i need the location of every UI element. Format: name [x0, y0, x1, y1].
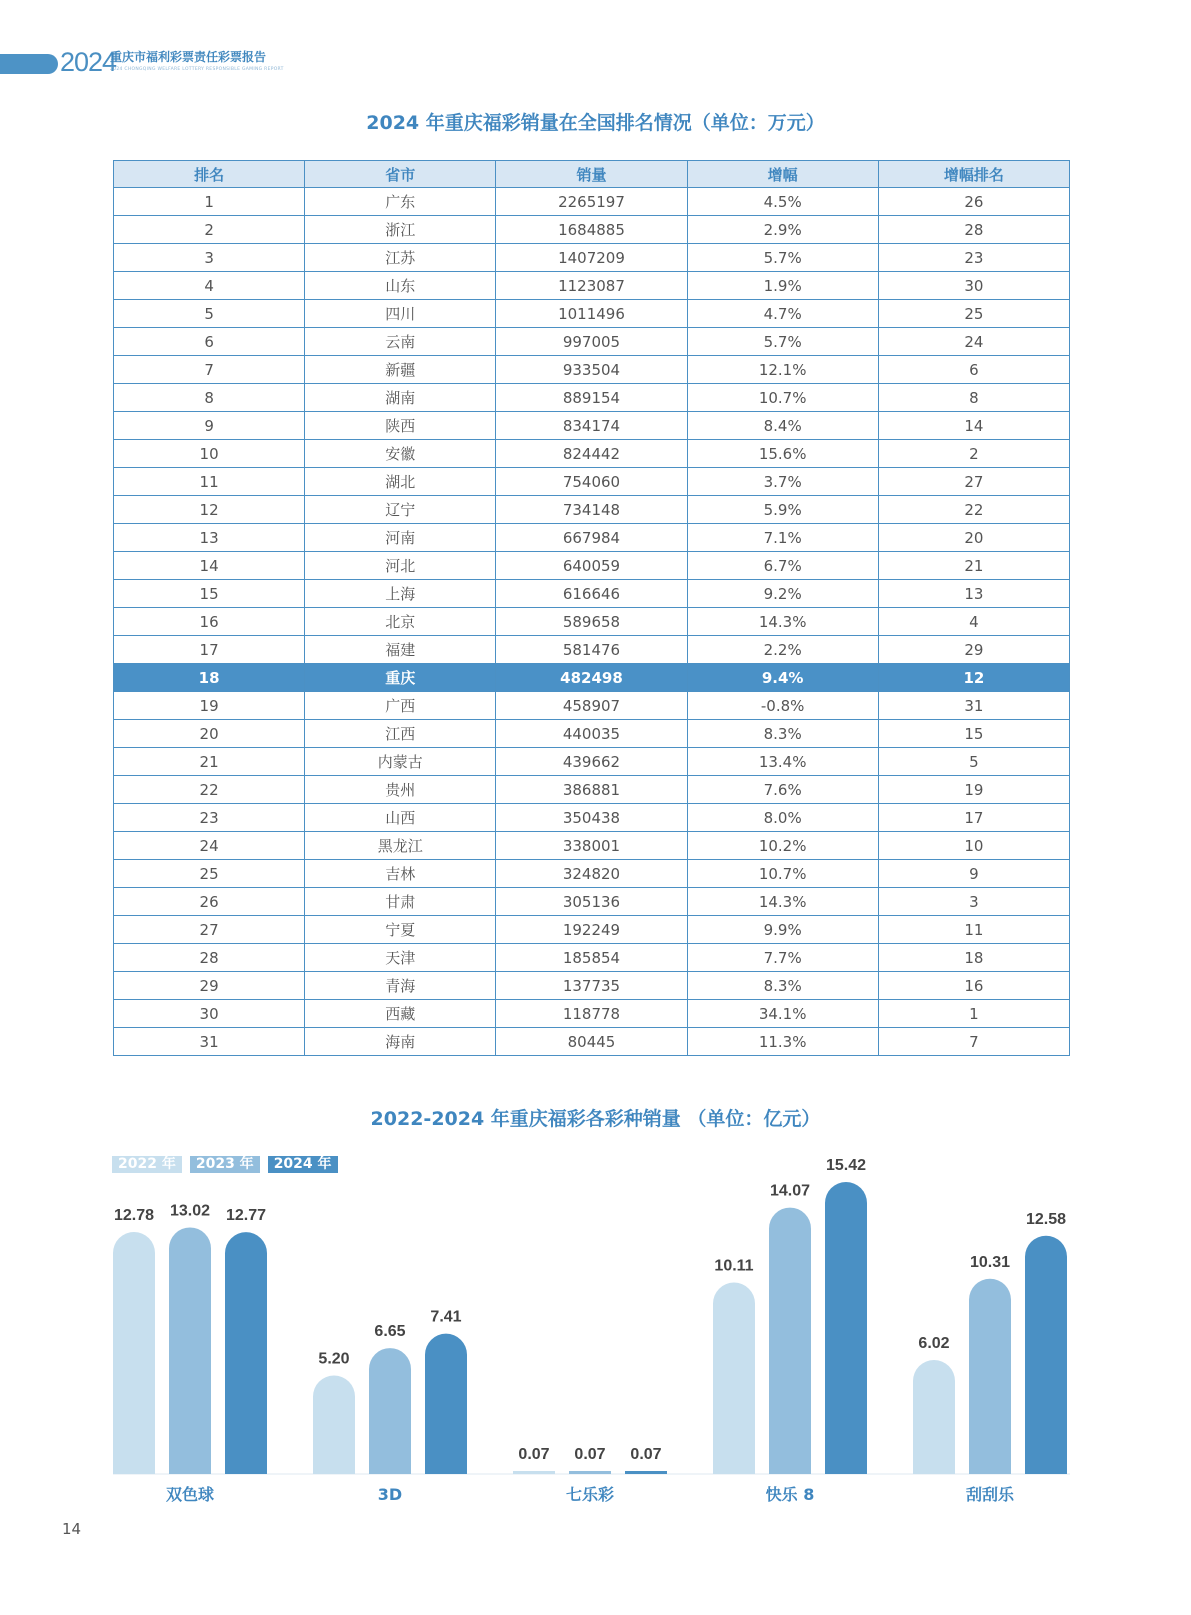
sales-cell: 80445	[496, 1028, 687, 1056]
header-cell-rank: 排名	[114, 161, 305, 188]
growth-cell: 5.7%	[687, 328, 878, 356]
rank-cell: 28	[114, 944, 305, 972]
growth-cell: 8.0%	[687, 804, 878, 832]
table-body	[114, 188, 1070, 1056]
rank-cell: 19	[114, 692, 305, 720]
bar-0-2	[225, 1232, 267, 1474]
chart-title: 2022-2024 年重庆福彩各彩种销量 （单位：亿元）	[370, 1108, 821, 1130]
growth-cell: 7.6%	[687, 776, 878, 804]
table-row	[114, 244, 1070, 272]
sales-bar-chart	[0, 1140, 1191, 1510]
province-cell: 河北	[305, 552, 496, 580]
table-row	[114, 496, 1070, 524]
data-label: 6.02	[918, 1335, 950, 1353]
data-label: 13.02	[169, 1202, 211, 1220]
province-cell: 上海	[305, 580, 496, 608]
sales-cell: 118778	[496, 1000, 687, 1028]
legend-2023: 2023 年	[190, 1156, 260, 1173]
growth-rank-cell: 31	[878, 692, 1069, 720]
table-row	[114, 524, 1070, 552]
growth-cell: 8.4%	[687, 412, 878, 440]
table-row	[114, 776, 1070, 804]
growth-cell: 10.7%	[687, 384, 878, 412]
table-row	[114, 916, 1070, 944]
province-cell: 四川	[305, 300, 496, 328]
growth-rank-cell: 26	[878, 188, 1069, 216]
sales-cell: 834174	[496, 412, 687, 440]
growth-rank-cell: 27	[878, 468, 1069, 496]
growth-rank-cell: 17	[878, 804, 1069, 832]
growth-rank-cell: 16	[878, 972, 1069, 1000]
growth-rank-cell: 22	[878, 496, 1069, 524]
table-row	[114, 804, 1070, 832]
sales-cell: 338001	[496, 832, 687, 860]
chart-legend	[112, 1156, 338, 1173]
header-cell-growth-rank: 增幅排名	[878, 161, 1069, 188]
table-row	[114, 860, 1070, 888]
bar-4-2	[1025, 1236, 1067, 1474]
bar-1-2	[425, 1334, 467, 1474]
table-row	[114, 356, 1070, 384]
table-row	[114, 1000, 1070, 1028]
province-cell: 西藏	[305, 1000, 496, 1028]
growth-cell: 8.3%	[687, 720, 878, 748]
growth-rank-cell: 1	[878, 1000, 1069, 1028]
table-row	[114, 972, 1070, 1000]
header-cell-sales: 销量	[496, 161, 687, 188]
sales-cell: 185854	[496, 944, 687, 972]
growth-rank-cell: 18	[878, 944, 1069, 972]
sales-cell: 1011496	[496, 300, 687, 328]
table-row	[114, 384, 1070, 412]
growth-rank-cell: 3	[878, 888, 1069, 916]
growth-cell: 14.3%	[687, 888, 878, 916]
growth-rank-cell: 12	[878, 664, 1069, 692]
data-label: 15.42	[825, 1157, 867, 1174]
province-cell: 吉林	[305, 860, 496, 888]
growth-cell: 9.9%	[687, 916, 878, 944]
table-row	[114, 468, 1070, 496]
rank-cell: 29	[114, 972, 305, 1000]
growth-rank-cell: 23	[878, 244, 1069, 272]
data-label: 10.11	[714, 1257, 754, 1275]
table-row	[114, 636, 1070, 664]
header-cell-growth: 增幅	[687, 161, 878, 188]
table-row	[114, 720, 1070, 748]
province-cell: 河南	[305, 524, 496, 552]
table-row	[114, 440, 1070, 468]
growth-rank-cell: 19	[878, 776, 1069, 804]
rank-cell: 14	[114, 552, 305, 580]
rank-cell: 15	[114, 580, 305, 608]
growth-rank-cell: 20	[878, 524, 1069, 552]
data-label: 5.20	[318, 1350, 350, 1368]
data-label: 0.07	[630, 1446, 662, 1463]
rank-cell: 10	[114, 440, 305, 468]
table-title: 2024 年重庆福彩销量在全国排名情况（单位：万元）	[366, 112, 825, 134]
table-row	[114, 664, 1070, 692]
table-row	[114, 580, 1070, 608]
growth-rank-cell: 9	[878, 860, 1069, 888]
rank-cell: 31	[114, 1028, 305, 1056]
table-header-row	[114, 161, 1070, 188]
growth-cell: 6.7%	[687, 552, 878, 580]
growth-cell: 13.4%	[687, 748, 878, 776]
province-cell: 湖南	[305, 384, 496, 412]
province-cell: 天津	[305, 944, 496, 972]
province-cell: 黑龙江	[305, 832, 496, 860]
sales-cell: 824442	[496, 440, 687, 468]
sales-cell: 1123087	[496, 272, 687, 300]
sales-cell: 1407209	[496, 244, 687, 272]
growth-cell: 8.3%	[687, 972, 878, 1000]
sales-cell: 305136	[496, 888, 687, 916]
sales-cell: 997005	[496, 328, 687, 356]
table-row	[114, 692, 1070, 720]
growth-cell: 9.4%	[687, 664, 878, 692]
sales-cell: 889154	[496, 384, 687, 412]
growth-rank-cell: 21	[878, 552, 1069, 580]
growth-rank-cell: 29	[878, 636, 1069, 664]
growth-cell: 3.7%	[687, 468, 878, 496]
rank-cell: 1	[114, 188, 305, 216]
table-row	[114, 272, 1070, 300]
growth-cell: 4.5%	[687, 188, 878, 216]
growth-rank-cell: 28	[878, 216, 1069, 244]
data-label: 0.07	[574, 1446, 606, 1463]
province-cell: 江苏	[305, 244, 496, 272]
growth-cell: 2.9%	[687, 216, 878, 244]
bar-3-1	[769, 1208, 811, 1474]
rank-cell: 7	[114, 356, 305, 384]
sales-cell: 458907	[496, 692, 687, 720]
header-cell-province: 省市	[305, 161, 496, 188]
legend-2024: 2024 年	[268, 1156, 338, 1173]
growth-rank-cell: 25	[878, 300, 1069, 328]
table-row	[114, 552, 1070, 580]
rank-cell: 16	[114, 608, 305, 636]
data-label: 10.31	[969, 1253, 1011, 1271]
table-row	[114, 1028, 1070, 1056]
bar-3-2	[825, 1182, 867, 1474]
growth-cell: 7.7%	[687, 944, 878, 972]
bar-4-0	[913, 1360, 955, 1474]
table-row	[114, 328, 1070, 356]
rank-cell: 13	[114, 524, 305, 552]
data-label: 14.07	[769, 1182, 811, 1200]
province-cell: 内蒙古	[305, 748, 496, 776]
rank-cell: 8	[114, 384, 305, 412]
rank-cell: 6	[114, 328, 305, 356]
province-cell: 甘肃	[305, 888, 496, 916]
province-cell: 北京	[305, 608, 496, 636]
province-cell: 浙江	[305, 216, 496, 244]
sales-cell: 933504	[496, 356, 687, 384]
sales-cell: 350438	[496, 804, 687, 832]
growth-rank-cell: 2	[878, 440, 1069, 468]
growth-rank-cell: 13	[878, 580, 1069, 608]
sales-cell: 192249	[496, 916, 687, 944]
growth-cell: 10.7%	[687, 860, 878, 888]
rank-cell: 4	[114, 272, 305, 300]
table-row	[114, 832, 1070, 860]
category-label: 快乐 8	[765, 1485, 815, 1504]
growth-rank-cell: 24	[878, 328, 1069, 356]
rank-cell: 18	[114, 664, 305, 692]
province-cell: 海南	[305, 1028, 496, 1056]
growth-cell: -0.8%	[687, 692, 878, 720]
growth-cell: 1.9%	[687, 272, 878, 300]
sales-cell: 2265197	[496, 188, 687, 216]
province-cell: 江西	[305, 720, 496, 748]
category-label: 七乐彩	[565, 1485, 615, 1504]
header-accent-bar	[0, 54, 58, 74]
growth-rank-cell: 10	[878, 832, 1069, 860]
rank-cell: 3	[114, 244, 305, 272]
rank-cell: 24	[114, 832, 305, 860]
sales-cell: 386881	[496, 776, 687, 804]
growth-rank-cell: 7	[878, 1028, 1069, 1056]
category-label: 3D	[377, 1485, 403, 1504]
table-row	[114, 412, 1070, 440]
legend-2022: 2022 年	[112, 1156, 182, 1173]
province-cell: 陕西	[305, 412, 496, 440]
rank-cell: 27	[114, 916, 305, 944]
province-cell: 新疆	[305, 356, 496, 384]
sales-cell: 482498	[496, 664, 687, 692]
sales-cell: 589658	[496, 608, 687, 636]
growth-cell: 7.1%	[687, 524, 878, 552]
sales-cell: 1684885	[496, 216, 687, 244]
bar-4-1	[969, 1279, 1011, 1474]
sales-cell: 640059	[496, 552, 687, 580]
province-cell: 山西	[305, 804, 496, 832]
category-label: 双色球	[165, 1485, 215, 1504]
province-cell: 青海	[305, 972, 496, 1000]
rank-cell: 11	[114, 468, 305, 496]
growth-rank-cell: 11	[878, 916, 1069, 944]
growth-cell: 34.1%	[687, 1000, 878, 1028]
rank-cell: 22	[114, 776, 305, 804]
rank-cell: 2	[114, 216, 305, 244]
bar-3-0	[713, 1283, 755, 1474]
province-cell: 广西	[305, 692, 496, 720]
growth-cell: 9.2%	[687, 580, 878, 608]
header-title: 重庆市福利彩票责任彩票报告	[110, 50, 267, 64]
growth-cell: 10.2%	[687, 832, 878, 860]
data-label: 12.58	[1025, 1210, 1067, 1228]
table-row	[114, 608, 1070, 636]
growth-rank-cell: 15	[878, 720, 1069, 748]
table-row	[114, 300, 1070, 328]
bar-0-0	[113, 1232, 155, 1474]
bar-2-1	[569, 1471, 611, 1474]
growth-cell: 12.1%	[687, 356, 878, 384]
growth-rank-cell: 8	[878, 384, 1069, 412]
data-label: 12.78	[113, 1206, 155, 1224]
header-year: 2024	[60, 47, 117, 77]
data-label: 0.07	[518, 1446, 550, 1463]
rank-cell: 12	[114, 496, 305, 524]
table-row	[114, 944, 1070, 972]
header-subtitle: 2024 CHONGQING WELFARE LOTTERY RESPONSIBLE GAMING REPORT	[110, 67, 284, 72]
province-cell: 山东	[305, 272, 496, 300]
growth-cell: 15.6%	[687, 440, 878, 468]
province-cell: 重庆	[305, 664, 496, 692]
bar-1-0	[313, 1376, 355, 1474]
table-row	[114, 748, 1070, 776]
category-label: 刮刮乐	[965, 1485, 1015, 1504]
data-label: 7.41	[430, 1308, 462, 1326]
sales-cell: 754060	[496, 468, 687, 496]
sales-cell: 616646	[496, 580, 687, 608]
rank-cell: 21	[114, 748, 305, 776]
table-row	[114, 888, 1070, 916]
sales-cell: 667984	[496, 524, 687, 552]
page-number: 14	[62, 1520, 82, 1538]
rank-cell: 5	[114, 300, 305, 328]
province-cell: 宁夏	[305, 916, 496, 944]
province-cell: 湖北	[305, 468, 496, 496]
growth-cell: 2.2%	[687, 636, 878, 664]
rank-cell: 20	[114, 720, 305, 748]
growth-rank-cell: 5	[878, 748, 1069, 776]
table-row	[114, 216, 1070, 244]
data-label: 12.77	[225, 1207, 267, 1225]
rank-cell: 17	[114, 636, 305, 664]
sales-cell: 440035	[496, 720, 687, 748]
rank-cell: 30	[114, 1000, 305, 1028]
growth-cell: 5.9%	[687, 496, 878, 524]
growth-cell: 4.7%	[687, 300, 878, 328]
growth-cell: 14.3%	[687, 608, 878, 636]
rank-cell: 9	[114, 412, 305, 440]
growth-rank-cell: 6	[878, 356, 1069, 384]
bar-2-2	[625, 1471, 667, 1474]
sales-cell: 581476	[496, 636, 687, 664]
bar-0-1	[169, 1227, 211, 1474]
bar-2-0	[513, 1471, 555, 1474]
province-cell: 安徽	[305, 440, 496, 468]
rank-cell: 26	[114, 888, 305, 916]
province-cell: 福建	[305, 636, 496, 664]
growth-rank-cell: 4	[878, 608, 1069, 636]
data-label: 6.65	[374, 1323, 406, 1341]
rank-cell: 23	[114, 804, 305, 832]
growth-rank-cell: 14	[878, 412, 1069, 440]
province-cell: 贵州	[305, 776, 496, 804]
province-cell: 云南	[305, 328, 496, 356]
table-row	[114, 188, 1070, 216]
growth-cell: 11.3%	[687, 1028, 878, 1056]
ranking-table	[113, 160, 1070, 1056]
sales-cell: 137735	[496, 972, 687, 1000]
sales-cell: 734148	[496, 496, 687, 524]
province-cell: 辽宁	[305, 496, 496, 524]
bar-1-1	[369, 1348, 411, 1474]
province-cell: 广东	[305, 188, 496, 216]
growth-rank-cell: 30	[878, 272, 1069, 300]
sales-cell: 439662	[496, 748, 687, 776]
rank-cell: 25	[114, 860, 305, 888]
growth-cell: 5.7%	[687, 244, 878, 272]
sales-cell: 324820	[496, 860, 687, 888]
